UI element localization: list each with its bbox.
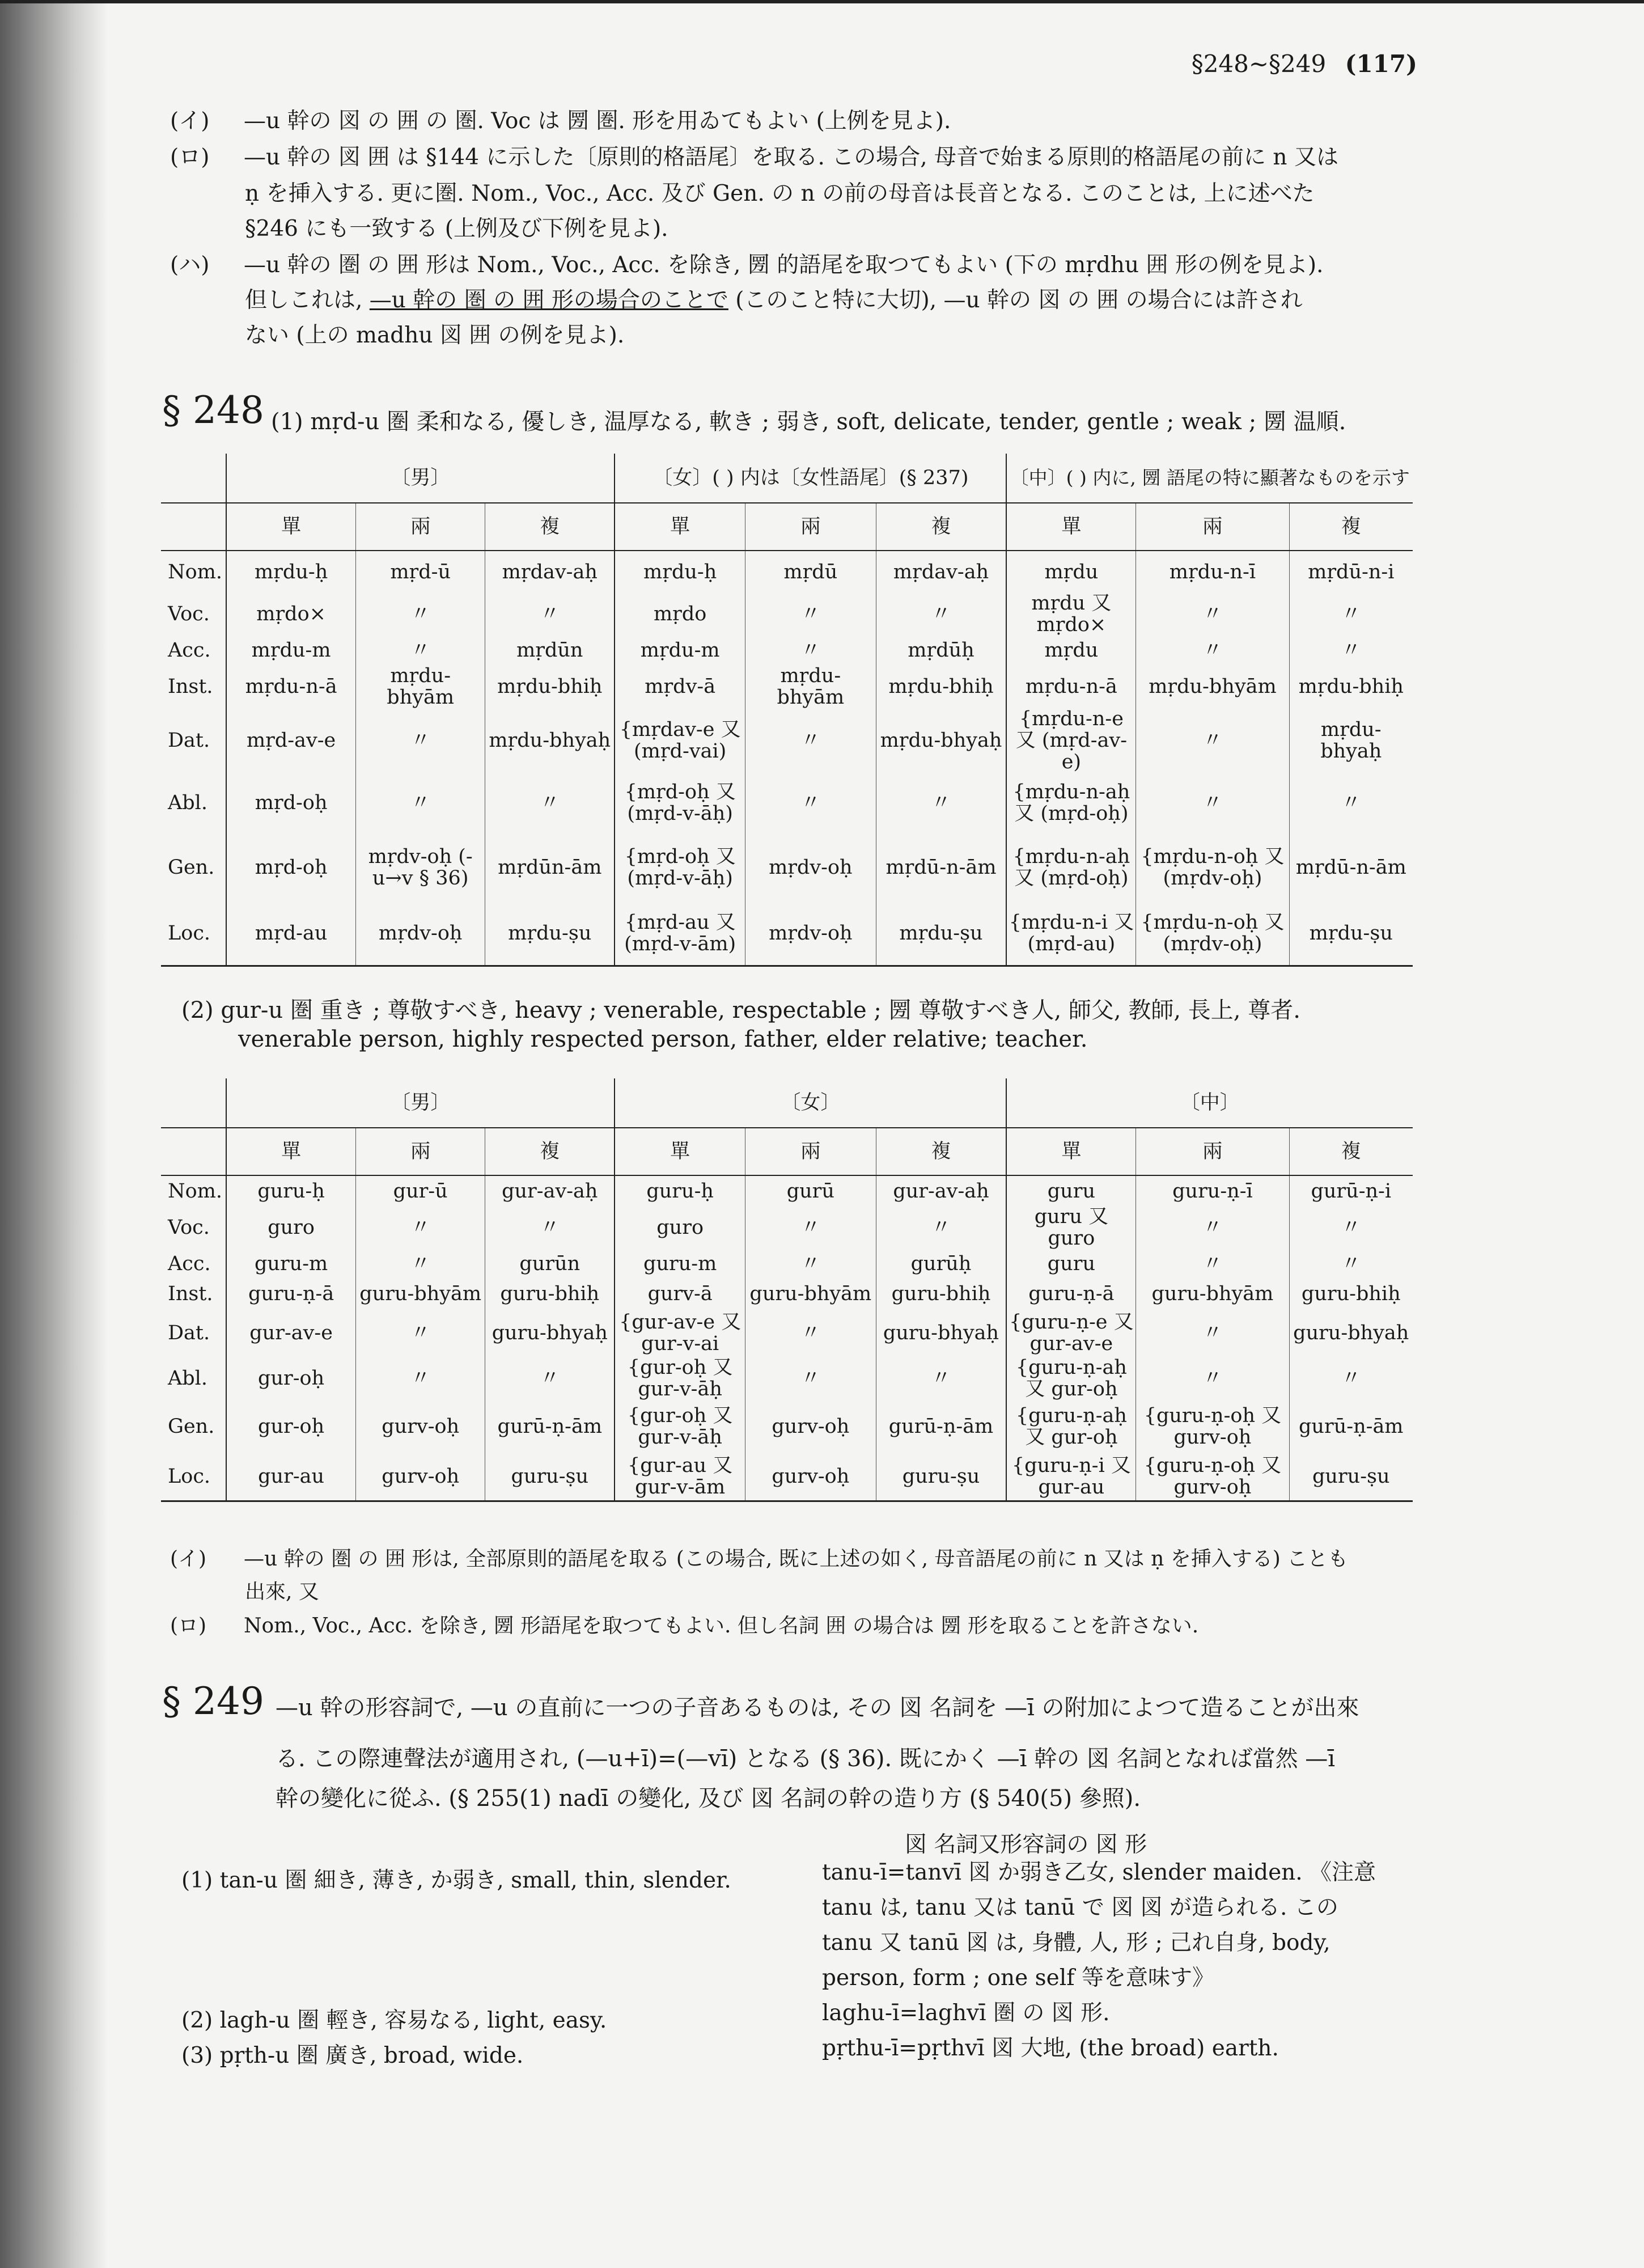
table-cell: {mṛdu-n-aḥ 又 (mṛd-oḥ) xyxy=(1006,833,1135,902)
table-cell: mṛd-oḥ xyxy=(226,833,355,902)
item-prthu: (3) pṛth-u 圏 廣き, broad, wide. xyxy=(181,2043,524,2068)
number-header: 兩 xyxy=(1136,503,1289,551)
page-edge-shadow xyxy=(0,0,108,2268)
top-rule xyxy=(0,0,1644,3)
table-cell: 〃 xyxy=(745,1309,876,1357)
s249-line3: 幹の變化に從ふ. (§ 255(1) nadī の變化, 及び 図 名詞の幹の造り方 (§ 540(5) 參照). xyxy=(276,1785,1141,1812)
table-cell: gur-av-aḥ xyxy=(876,1175,1006,1206)
note-mid-ro: (ロ) Nom., Voc., Acc. を除き, 圐 形語尾を取つてもよい. 但し名詞 囲 の場合は 圐 形を取ることを許さない. xyxy=(170,1614,1199,1637)
table-cell: mṛdu-bhiḥ xyxy=(1289,665,1413,708)
table-cell: 〃 xyxy=(1136,708,1289,773)
table-cell: mṛdū-n-ām xyxy=(1289,833,1413,902)
table-cell: {guru-ṇ-oḥ 又 gurv-oḥ xyxy=(1136,1400,1289,1453)
table-cell: 〃 xyxy=(1136,1309,1289,1357)
table-cell: mṛdu-ṣu xyxy=(876,902,1006,966)
table-cell: gur-oḥ xyxy=(226,1400,355,1453)
table-cell: 〃 xyxy=(356,773,485,833)
table-cell: mṛd-au xyxy=(226,902,355,966)
table-cell: 〃 xyxy=(745,708,876,773)
table-cell: guru-bhyaḥ xyxy=(876,1309,1006,1357)
item-laghu: (2) lagh-u 圏 輕き, 容易なる, light, easy. xyxy=(181,2008,607,2033)
table-row xyxy=(161,1206,1413,1249)
table-cell: gurūḥ xyxy=(876,1249,1006,1279)
table-cell: {guru-ṇ-oḥ 又 gurv-oḥ xyxy=(1136,1453,1289,1501)
table-cell: guru-ṣu xyxy=(1289,1453,1413,1501)
table-cell: guru-ḥ xyxy=(615,1175,745,1206)
table-cell: mṛdu-bhyaḥ xyxy=(1289,708,1413,773)
table-row xyxy=(161,1175,1413,1206)
table-cell: mṛdu-m xyxy=(615,636,745,665)
table-cell: 〃 xyxy=(1289,1206,1413,1249)
case-label: Acc. xyxy=(168,1253,211,1275)
table-cell: guru-bhyām xyxy=(356,1279,485,1309)
table-cell: 〃 xyxy=(745,636,876,665)
number-header: 複 xyxy=(485,1128,615,1175)
table-cell: mṛd-ū xyxy=(356,551,485,593)
table-row xyxy=(161,1279,1413,1309)
table-cell: 〃 xyxy=(356,708,485,773)
number-header: 複 xyxy=(1289,1128,1413,1175)
table-cell: gurū-ṇ-ām xyxy=(1289,1400,1413,1453)
table-cell: 〃 xyxy=(745,1357,876,1400)
number-header: 單 xyxy=(615,503,745,551)
case-label: Loc. xyxy=(161,1453,226,1501)
table-cell: mṛdu-m xyxy=(226,636,355,665)
table-cell: {guru-ṇ-aḥ 又 gur-oḥ xyxy=(1006,1357,1135,1400)
table-cell: {mṛdu-n-i 又 (mṛd-au) xyxy=(1006,902,1135,966)
table-cell: 〃 xyxy=(356,636,485,665)
table-row xyxy=(161,773,1413,833)
table-cell: 〃 xyxy=(876,773,1006,833)
table-cell: mṛdu-ḥ xyxy=(615,551,745,593)
table-row xyxy=(161,902,1413,966)
table-cell: mṛdv-ā xyxy=(615,665,745,708)
gender-header-f: 〔女〕( ) 内は〔女性語尾〕(§ 237) xyxy=(615,454,1006,503)
table-cell: {mṛd-au 又 (mṛd-v-ām) xyxy=(615,902,745,966)
table-cell: mṛdu-ḥ xyxy=(226,551,355,593)
table-cell: mṛdu-ṣu xyxy=(485,902,615,966)
table-cell: mṛdu-bhyaḥ xyxy=(876,708,1006,773)
table-cell: mṛdu-bhyaḥ xyxy=(485,708,615,773)
table-cell: guru-bhiḥ xyxy=(876,1279,1006,1309)
table-cell: 〃 xyxy=(1289,1357,1413,1400)
table-cell: 〃 xyxy=(1136,1206,1289,1249)
table-cell: {mṛdu-n-e 又 (mṛd-av-e) xyxy=(1006,708,1135,773)
table-cell: 〃 xyxy=(485,773,615,833)
note-mid-i-line2: 出來, 又 xyxy=(245,1580,319,1603)
table-cell: gur-ū xyxy=(356,1175,485,1206)
table-cell: 〃 xyxy=(1289,593,1413,636)
table-cell: 〃 xyxy=(1289,1249,1413,1279)
case-label: Gen. xyxy=(168,856,215,879)
number-header: 兩 xyxy=(1136,1128,1289,1175)
table-cell: mṛdu-bhiḥ xyxy=(485,665,615,708)
s248-item2-line2: venerable person, highly respected person, father, elder relative; teacher. xyxy=(238,1026,1088,1052)
table-cell: guru-bhyaḥ xyxy=(1289,1309,1413,1357)
case-label: Dat. xyxy=(168,729,210,752)
table-cell: mṛdu 又 mṛdo× xyxy=(1006,593,1135,636)
case-label: Abl. xyxy=(168,1367,207,1390)
item-laghu-fem: laghu-ī=laghvī 圏 の 図 形. xyxy=(822,2000,1110,2026)
table-cell: guru 又 guro xyxy=(1006,1206,1135,1249)
table-cell: 〃 xyxy=(745,593,876,636)
item-prthu-fem: pṛthu-ī=pṛthvī 図 大地, (the broad) earth. xyxy=(822,2036,1279,2061)
table-cell: 〃 xyxy=(1289,773,1413,833)
gender-header-n: 〔中〕 xyxy=(1006,1078,1413,1128)
note-ha: (ハ) —u 幹の 圏 の 囲 形は Nom., Voc., Acc. を除き, 圐 的語尾を取つてもよい (下の mṛdhu 囲 形の例を見よ). xyxy=(170,252,1324,278)
number-header: 單 xyxy=(1006,503,1135,551)
table-cell: 〃 xyxy=(876,1206,1006,1249)
table-cell: 〃 xyxy=(356,1206,485,1249)
table-cell: guru-bhyām xyxy=(745,1279,876,1309)
table-cell: guru-bhiḥ xyxy=(485,1279,615,1309)
table-cell: mṛdū-n-i xyxy=(1289,551,1413,593)
table-cell: mṛd-av-e xyxy=(226,708,355,773)
emphasis-underline: —u 幹の 圏 の 囲 形の場合のことで xyxy=(369,287,728,313)
case-label: Dat. xyxy=(168,1322,210,1344)
table-cell: guru xyxy=(1006,1249,1135,1279)
case-label: Gen. xyxy=(168,1415,215,1438)
s248-item1: (1) mṛd-u 圏 柔和なる, 優しき, 温厚なる, 軟き ; 弱き, soft, delicate, tender, gentle ; weak ; 圐 温順. xyxy=(271,409,1346,435)
declension-table-mrdu xyxy=(161,454,1413,967)
column-title: 図 名詞又形容詞の 図 形 xyxy=(905,1832,1147,1857)
table-cell: mṛd-oḥ xyxy=(226,773,355,833)
table-cell: {gur-oḥ 又 gur-v-āḥ xyxy=(615,1400,745,1453)
table-cell: gur-oḥ xyxy=(226,1357,355,1400)
table-cell: guru-ṣu xyxy=(485,1453,615,1501)
table-cell: {mṛd-oḥ 又 (mṛd-v-āḥ) xyxy=(615,833,745,902)
section-range: §248~§249 xyxy=(1191,50,1327,78)
table-row xyxy=(161,1309,1413,1357)
table-row xyxy=(161,551,1413,593)
table-row xyxy=(161,1249,1413,1279)
table-cell: 〃 xyxy=(356,1309,485,1357)
table-cell: mṛdu-n-ā xyxy=(226,665,355,708)
table-cell: guru-ḥ xyxy=(226,1175,355,1206)
table-cell: 〃 xyxy=(876,1357,1006,1400)
case-label: Nom. xyxy=(168,1179,223,1203)
table-cell: gurv-oḥ xyxy=(745,1453,876,1501)
table-cell: 〃 xyxy=(356,593,485,636)
case-label: Voc. xyxy=(168,603,210,625)
s249-line2: る. この際連聲法が適用され, (—u+ī)=(—vī) となる (§ 36). 既にかく —ī 幹の 図 名詞となれば當然 —ī xyxy=(276,1746,1336,1772)
table-cell: guru-ṇ-ā xyxy=(226,1279,355,1309)
table-cell: 〃 xyxy=(1136,773,1289,833)
table-cell: mṛdūḥ xyxy=(876,636,1006,665)
table-cell: mṛdu-bhyām xyxy=(1136,665,1289,708)
table-cell: gur-av-e xyxy=(226,1309,355,1357)
table-cell: mṛdv-oḥ xyxy=(745,902,876,966)
table-cell: gurv-oḥ xyxy=(356,1453,485,1501)
note-ro-line2: ṇ を挿入する. 更に圏. Nom., Voc., Acc. 及び Gen. の n の前の母音は長音となる. このことは, 上に述べた xyxy=(245,181,1315,206)
page-header xyxy=(1192,50,1417,78)
table-cell: guru xyxy=(1006,1175,1135,1206)
table-cell: {mṛdu-n-aḥ 又 (mṛd-oḥ) xyxy=(1006,773,1135,833)
table-cell: guro xyxy=(615,1206,745,1249)
table-cell: 〃 xyxy=(356,1249,485,1279)
table-cell: mṛdv-oḥ xyxy=(745,833,876,902)
s249-line1: —u 幹の形容詞で, —u の直前に一つの子音あるものは, その 図 名詞を —ī の附加によつて造ることが出來 xyxy=(276,1695,1359,1721)
note-mid-i: (イ) —u 幹の 圏 の 囲 形は, 全部原則的語尾を取る (この場合, 既に上述の如く, 母音語尾の前に n 又は ṇ を挿入する) ことも xyxy=(170,1547,1349,1571)
table-row xyxy=(161,636,1413,665)
table-cell: mṛdu xyxy=(1006,551,1135,593)
number-header: 複 xyxy=(876,1128,1006,1175)
table-cell: gurv-ā xyxy=(615,1279,745,1309)
number-header: 兩 xyxy=(745,1128,876,1175)
table-cell: gurū-ṇ-ām xyxy=(485,1400,615,1453)
table-cell: mṛdū xyxy=(745,551,876,593)
section-248-number: § 248 xyxy=(162,388,264,432)
table-cell: mṛdūn-ām xyxy=(485,833,615,902)
number-header: 單 xyxy=(615,1128,745,1175)
table-cell: mṛdv-oḥ (-u→v § 36) xyxy=(356,833,485,902)
table-cell: {mṛd-oḥ 又 (mṛd-v-āḥ) xyxy=(615,773,745,833)
table-cell: mṛdu-n-ī xyxy=(1136,551,1289,593)
table-cell: 〃 xyxy=(745,773,876,833)
table-cell: guru-m xyxy=(615,1249,745,1279)
number-header: 單 xyxy=(1006,1128,1135,1175)
note-i: (イ) —u 幹の 図 の 囲 の 圏. Voc は 圐 圏. 形を用ゐてもよい (上例を見よ). xyxy=(170,108,951,134)
page-number: (117) xyxy=(1345,50,1417,78)
item-tanu-fem-line4: person, form ; one self 等を意味す》 xyxy=(822,1965,1215,1991)
table-cell: {gur-av-e 又 gur-v-ai xyxy=(615,1309,745,1357)
table-cell: 〃 xyxy=(1136,593,1289,636)
note-ha-line3: ない (上の madhu 図 囲 の例を見よ). xyxy=(245,323,625,348)
case-label: Abl. xyxy=(168,792,207,814)
table-cell: 〃 xyxy=(485,1357,615,1400)
table-cell: gur-au xyxy=(226,1453,355,1501)
table-row xyxy=(161,1357,1413,1400)
number-header: 兩 xyxy=(356,503,485,551)
note-ro-line3: §246 にも一致する (上例及び下例を見よ). xyxy=(245,216,668,242)
table-cell: mṛdo xyxy=(615,593,745,636)
table-cell: 〃 xyxy=(1289,636,1413,665)
table-cell: mṛdv-oḥ xyxy=(356,902,485,966)
table-cell: guru-bhyām xyxy=(1136,1279,1289,1309)
number-header: 單 xyxy=(226,503,355,551)
table-cell: {guru-ṇ-i 又 gur-au xyxy=(1006,1453,1135,1501)
number-header: 兩 xyxy=(745,503,876,551)
corner-cell xyxy=(161,454,226,503)
table-row xyxy=(161,665,1413,708)
gender-header-n: 〔中〕( ) 内に, 圐 語尾の特に顯著なものを示す xyxy=(1006,454,1413,503)
table-cell: {guru-ṇ-aḥ 又 gur-oḥ xyxy=(1006,1400,1135,1453)
table-cell: 〃 xyxy=(356,1357,485,1400)
note-ro: (ロ) —u 幹の 図 囲 は §144 に示した〔原則的格語尾〕を取る. この場合, 母音で始まる原則的格語尾の前に n 又は xyxy=(170,145,1338,170)
number-header: 複 xyxy=(876,503,1006,551)
case-label: Loc. xyxy=(161,902,226,966)
table-cell: {gur-au 又 gur-v-ām xyxy=(615,1453,745,1501)
table-cell: 〃 xyxy=(745,1249,876,1279)
table-cell: mṛdūn xyxy=(485,636,615,665)
case-label: Nom. xyxy=(168,560,223,583)
case-label: Voc. xyxy=(168,1216,210,1239)
gender-header-f: 〔女〕 xyxy=(615,1078,1006,1128)
table-cell: mṛdu xyxy=(1006,636,1135,665)
table-cell: 〃 xyxy=(1136,1357,1289,1400)
number-header: 兩 xyxy=(356,1128,485,1175)
table-cell: gurū-ṇ-ām xyxy=(876,1400,1006,1453)
table-cell: 〃 xyxy=(485,593,615,636)
table-cell: gurū xyxy=(745,1175,876,1206)
table-cell: mṛdav-aḥ xyxy=(876,551,1006,593)
table-cell: mṛdu-n-ā xyxy=(1006,665,1135,708)
table-cell: {mṛdu-n-oḥ 又 (mṛdv-oḥ) xyxy=(1136,833,1289,902)
gender-header-m: 〔男〕 xyxy=(226,454,615,503)
table-cell: mṛdav-aḥ xyxy=(485,551,615,593)
table-cell: gurv-oḥ xyxy=(745,1400,876,1453)
table-cell: gurv-oḥ xyxy=(356,1400,485,1453)
table-row xyxy=(161,1453,1413,1501)
table-cell: mṛdū-n-ām xyxy=(876,833,1006,902)
case-label: Inst. xyxy=(168,1283,213,1305)
item-tanu-fem-line3: tanu 又 tanū 図 は, 身體, 人, 形 ; 己れ自身, body, xyxy=(822,1930,1331,1956)
table-cell: mṛdu-bhyām xyxy=(745,665,876,708)
table-cell: 〃 xyxy=(1136,1249,1289,1279)
note-ha-line2: 但しこれは, —u 幹の 圏 の 囲 形の場合のことで (このこと特に大切), —u 幹の 図 の 囲 の場合には許され xyxy=(245,287,1303,313)
item-tanu-fem-line2: tanu は, tanu 又は tanū で 図 図 が造られる. この xyxy=(822,1895,1338,1920)
table-cell: guro xyxy=(226,1206,355,1249)
table-row xyxy=(161,833,1413,902)
table-cell: guru-bhyaḥ xyxy=(485,1309,615,1357)
table-cell: {mṛdu-n-oḥ 又 (mṛdv-oḥ) xyxy=(1136,902,1289,966)
table-cell: gurūn xyxy=(485,1249,615,1279)
number-header: 複 xyxy=(485,503,615,551)
table-cell: 〃 xyxy=(1136,636,1289,665)
table-cell: {mṛdav-e 又 (mṛd-vai) xyxy=(615,708,745,773)
item-tanu: (1) tan-u 圏 細き, 薄き, か弱き, small, thin, slender. xyxy=(181,1868,731,1893)
declension-table-guru xyxy=(161,1078,1413,1502)
s248-item2-line1: (2) gur-u 圏 重き ; 尊敬すべき, heavy ; venerable, respectable ; 圐 尊敬すべき人, 師父, 教師, 長上, 尊者. xyxy=(181,997,1300,1023)
case-label: Inst. xyxy=(168,675,213,698)
number-header: 單 xyxy=(226,1128,355,1175)
table-cell: {gur-oḥ 又 gur-v-āḥ xyxy=(615,1357,745,1400)
table-row xyxy=(161,1400,1413,1453)
table-cell: mṛdu-bhyām xyxy=(356,665,485,708)
table-cell: guru-ṣu xyxy=(876,1453,1006,1501)
table-cell: 〃 xyxy=(485,1206,615,1249)
table-cell: 〃 xyxy=(745,1206,876,1249)
table-cell: gurū-ṇ-i xyxy=(1289,1175,1413,1206)
table-cell: guru-m xyxy=(226,1249,355,1279)
table-cell: mṛdu-ṣu xyxy=(1289,902,1413,966)
table-cell: mṛdu-bhiḥ xyxy=(876,665,1006,708)
table-row xyxy=(161,593,1413,636)
number-header: 複 xyxy=(1289,503,1413,551)
table-cell: guru-bhiḥ xyxy=(1289,1279,1413,1309)
table-cell: gur-av-aḥ xyxy=(485,1175,615,1206)
corner-cell xyxy=(161,1078,226,1128)
table-cell: 〃 xyxy=(876,593,1006,636)
table-cell: guru-ṇ-ā xyxy=(1006,1279,1135,1309)
item-tanu-fem-line1: tanu-ī=tanvī 図 か弱き乙女, slender maiden. 《注意 xyxy=(822,1860,1376,1885)
table-row xyxy=(161,708,1413,773)
case-label: Acc. xyxy=(168,639,211,662)
section-249-number: § 249 xyxy=(162,1679,264,1723)
table-cell: mṛdo× xyxy=(226,593,355,636)
table-cell: {guru-ṇ-e 又 gur-av-e xyxy=(1006,1309,1135,1357)
table-cell: guru-ṇ-ī xyxy=(1136,1175,1289,1206)
gender-header-m: 〔男〕 xyxy=(226,1078,615,1128)
